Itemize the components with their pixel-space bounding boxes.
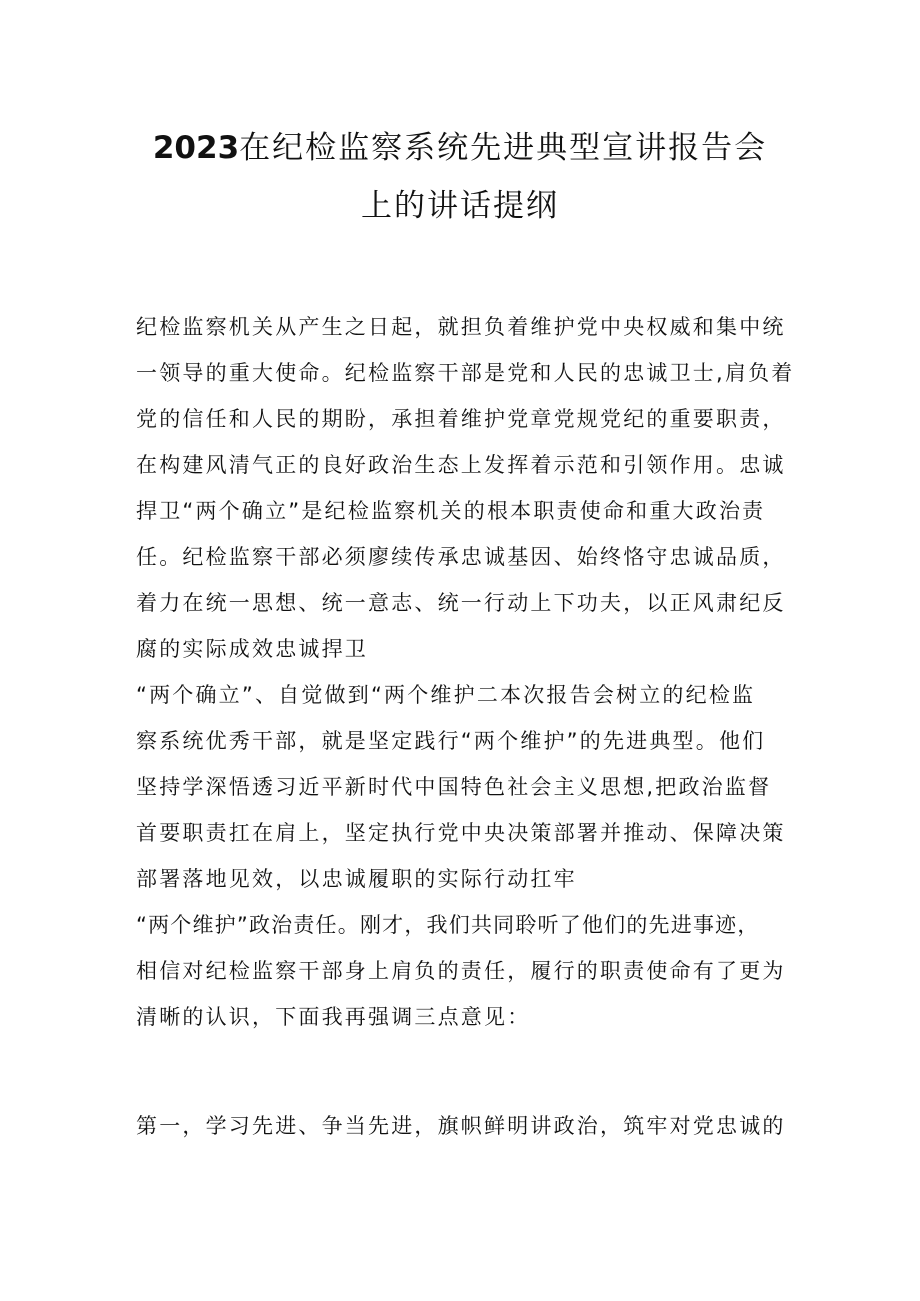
- document-title-line-2: 上的讲话提纲: [361, 188, 559, 224]
- paragraph-4-line: 第一，学习先进、争当先进，旗帜鲜明讲政治，筑牢对党忠诚的: [136, 1114, 786, 1138]
- paragraph-2-line: 首要职责扛在肩上，坚定执行党中央决策部署并推动、保障决策: [136, 821, 786, 845]
- paragraph-3-line: “两个维护”政治责任。刚才，我们共同聆听了他们的先进事迹，: [136, 913, 760, 937]
- title-year: 2023: [152, 130, 240, 166]
- paragraph-1-line: 捍卫“两个确立”是纪检监察机关的根本职责使命和重大政治责: [136, 499, 766, 523]
- paragraph-1-line: 任。纪检监察干部必须廖续传承忠诚基因、始终恪守忠诚品质，: [136, 545, 786, 569]
- paragraph-1-line: 在构建风清气正的良好政治生态上发挥着示范和引领作用。忠诚: [136, 453, 786, 477]
- paragraph-2-line: 察系统优秀干部，就是坚定践行“两个维护”的先进典型。他们: [136, 729, 766, 753]
- paragraph-1-line: 一领导的重大使命。纪检监察干部是党和人民的忠诚卫士,肩负着: [136, 361, 795, 385]
- paragraph-1-line: 腐的实际成效忠诚捍卫: [136, 637, 368, 661]
- paragraph-1-line: 纪检监察机关从产生之日起，就担负着维护党中央权威和集中统: [136, 315, 786, 339]
- paragraph-1-line: 着力在统一思想、统一意志、统一行动上下功夫，以正风肃纪反: [136, 591, 786, 615]
- paragraph-2-line: “两个确立”、自觉做到“两个维护二本次报告会树立的纪检监: [136, 683, 756, 707]
- paragraph-1-line: 党的信任和人民的期盼，承担着维护党章党规党纪的重要职责，: [136, 407, 786, 431]
- paragraph-3-line: 清晰的认识，下面我再强调三点意见：: [136, 1005, 531, 1029]
- document-title-line-1: [90, 122, 830, 167]
- title-text: 在纪检监察系统先进典型宣讲报告会: [239, 130, 768, 166]
- paragraph-2-line: 坚持学深悟透习近平新时代中国特色社会主义思想,把政治监督: [136, 775, 772, 799]
- paragraph-2-line: 部署落地见效，以忠诚履职的实际行动扛牢: [136, 867, 577, 891]
- paragraph-3-line: 相信对纪检监察干部身上肩负的责任，履行的职责使命有了更为: [136, 959, 786, 983]
